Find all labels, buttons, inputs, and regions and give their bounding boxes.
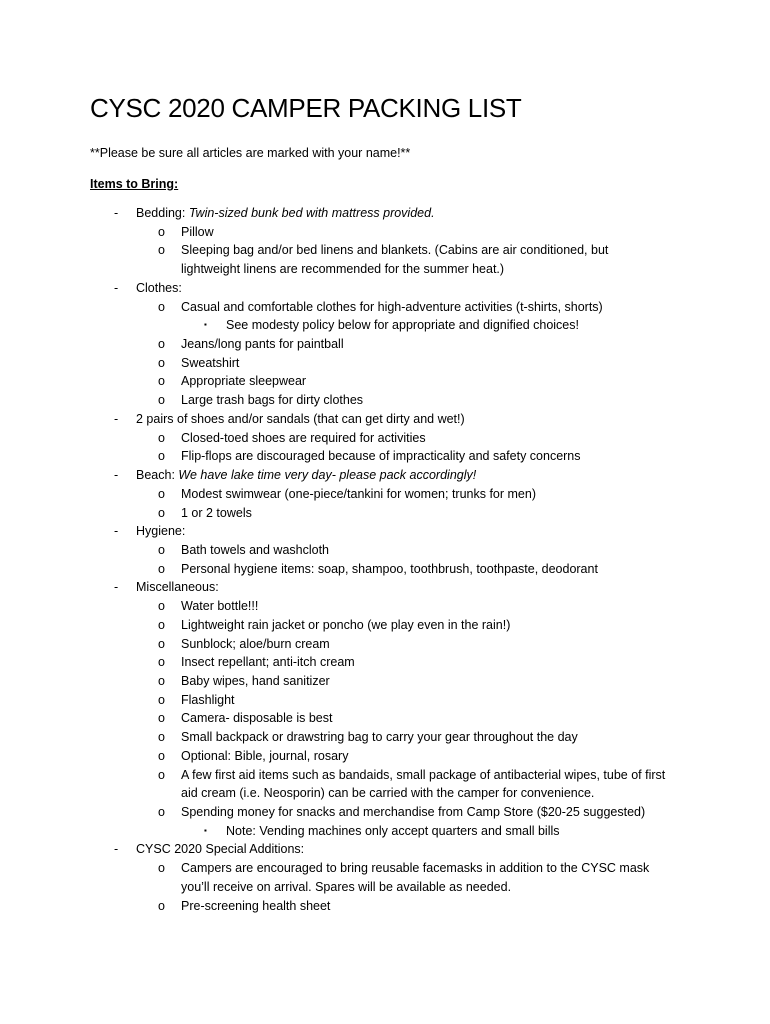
section-title: CYSC 2020 Special Additions: <box>136 842 305 857</box>
list-item <box>90 541 690 560</box>
list-item-text: Casual and comfortable clothes for high-adventure activities (t-shirts, shorts) <box>181 299 603 314</box>
list-item <box>90 859 690 896</box>
name-marking-reminder: **Please be sure all articles are marked with your name!** <box>90 146 411 160</box>
list-item <box>90 447 690 466</box>
list-item-text: Insect repellant; anti-itch cream <box>181 655 355 670</box>
circle-bullet: o <box>158 711 165 726</box>
list-item <box>90 728 690 747</box>
section-label <box>136 204 690 223</box>
list-item-text: you’ll receive on arrival. Spares will be available as needed. <box>181 879 512 894</box>
circle-bullet: o <box>158 505 165 520</box>
circle-bullet: o <box>158 898 165 913</box>
list-item <box>90 766 690 803</box>
circle-bullet: o <box>158 599 165 614</box>
circle-bullet: o <box>158 393 165 408</box>
sub-list-item <box>90 822 690 841</box>
list-item <box>90 560 690 579</box>
list-item-text: Personal hygiene items: soap, shampoo, toothbrush, toothpaste, deodorant <box>181 561 598 576</box>
list-item-text: lightweight linens are recommended for the summer heat.) <box>181 262 505 277</box>
section-note: Twin-sized bunk bed with mattress provided. <box>188 206 435 220</box>
list-item <box>90 672 690 691</box>
list-item <box>90 653 690 672</box>
circle-bullet: o <box>158 299 165 314</box>
dash-bullet: - <box>114 280 119 295</box>
dash-bullet: - <box>114 842 119 857</box>
list-item <box>90 391 690 410</box>
list-item-text: Sunblock; aloe/burn cream <box>181 636 330 651</box>
list-item-text: Baby wipes, hand sanitizer <box>181 673 330 688</box>
section-6 <box>90 578 690 597</box>
circle-bullet: o <box>158 748 165 763</box>
section-5 <box>90 522 690 541</box>
packing-list <box>90 204 690 915</box>
circle-bullet: o <box>158 430 165 445</box>
circle-bullet: o <box>158 655 165 670</box>
circle-bullet: o <box>158 449 165 464</box>
sub-list-item-text: See modesty policy below for appropriate and dignified choices! <box>226 318 579 333</box>
list-item-text: Appropriate sleepwear <box>181 374 307 389</box>
section-label <box>136 410 690 429</box>
circle-bullet: o <box>158 374 165 389</box>
page-title: CYSC 2020 CAMPER PACKING LIST <box>90 93 522 123</box>
list-item-text: Optional: Bible, journal, rosary <box>181 748 349 763</box>
list-item <box>90 709 690 728</box>
section-label <box>136 578 690 597</box>
list-item-text: Bath towels and washcloth <box>181 542 330 557</box>
section-label <box>136 466 690 485</box>
dash-bullet: - <box>114 524 119 539</box>
sub-list-item <box>90 316 690 335</box>
list-item <box>90 897 690 916</box>
section-note: We have lake time very day- please pack accordingly! <box>178 468 477 483</box>
list-item-text: Sleeping bag and/or bed linens and blankets. (Cabins are air conditioned, but <box>181 243 609 258</box>
circle-bullet: o <box>158 337 165 352</box>
list-item <box>90 241 690 278</box>
circle-bullet: o <box>158 617 165 632</box>
list-item-text: aid cream (i.e. Neosporin) can be carried with the camper for convenience. <box>181 786 595 801</box>
circle-bullet: o <box>158 673 165 688</box>
list-item-text: Water bottle!!! <box>181 599 259 614</box>
list-item <box>90 747 690 766</box>
list-item <box>90 223 690 242</box>
section-label <box>136 522 690 541</box>
section-1 <box>90 204 690 223</box>
dash-bullet: - <box>114 580 119 595</box>
list-item-text: 1 or 2 towels <box>181 505 252 520</box>
section-title: Clothes: <box>136 280 182 295</box>
section-7 <box>90 840 690 859</box>
circle-bullet: o <box>158 636 165 651</box>
square-bullet: ▪ <box>204 320 207 330</box>
circle-bullet: o <box>158 730 165 745</box>
list-item <box>90 691 690 710</box>
section-label <box>136 279 690 298</box>
section-title: Bedding: <box>136 206 189 220</box>
list-item-text: Small backpack or drawstring bag to carry your gear throughout the day <box>181 730 578 745</box>
list-item-text: Lightweight rain jacket or poncho (we play even in the rain!) <box>181 617 511 632</box>
sub-list-item-text: Note: Vending machines only accept quarters and small bills <box>226 823 560 838</box>
circle-bullet: o <box>158 224 165 239</box>
items-heading: Items to Bring: <box>90 177 179 191</box>
list-item-text: Closed-toed shoes are required for activities <box>181 430 426 445</box>
list-item-text: Flashlight <box>181 692 235 707</box>
list-item-text: Sweatshirt <box>181 355 240 370</box>
list-item-text: Camera- disposable is best <box>181 711 333 726</box>
section-4 <box>90 466 690 485</box>
list-item <box>90 298 690 317</box>
list-item-text: Jeans/long pants for paintball <box>181 337 344 352</box>
circle-bullet: o <box>158 243 165 258</box>
list-item <box>90 597 690 616</box>
list-item <box>90 635 690 654</box>
circle-bullet: o <box>158 692 165 707</box>
list-item-text: Modest swimwear (one-piece/tankini for women; trunks for men) <box>181 486 536 501</box>
section-title: Beach: <box>136 468 179 483</box>
list-item <box>90 354 690 373</box>
section-title: Hygiene: <box>136 524 186 539</box>
circle-bullet: o <box>158 355 165 370</box>
section-title: 2 pairs of shoes and/or sandals (that can get dirty and wet!) <box>136 411 465 426</box>
section-3 <box>90 410 690 429</box>
section-title: Miscellaneous: <box>136 580 219 595</box>
list-item <box>90 504 690 523</box>
circle-bullet: o <box>158 861 165 876</box>
list-item <box>90 429 690 448</box>
list-item-text: Campers are encouraged to bring reusable facemasks in addition to the CYSC mask <box>181 861 650 876</box>
circle-bullet: o <box>158 767 165 782</box>
list-item-text: Pre-screening health sheet <box>181 898 331 913</box>
list-item-text: A few first aid items such as bandaids, small package of antibacterial wipes, tube of first <box>181 767 666 782</box>
list-item <box>90 803 690 822</box>
list-item-text: Pillow <box>181 224 214 239</box>
circle-bullet: o <box>158 561 165 576</box>
list-item-text: Flip-flops are discouraged because of impracticality and safety concerns <box>181 449 581 464</box>
list-item <box>90 485 690 504</box>
section-label <box>136 840 690 859</box>
square-bullet: ▪ <box>204 825 207 835</box>
list-item <box>90 335 690 354</box>
section-2 <box>90 279 690 298</box>
list-item <box>90 616 690 635</box>
list-item-text: Spending money for snacks and merchandise from Camp Store ($20-25 suggested) <box>181 805 646 819</box>
list-item <box>90 372 690 391</box>
circle-bullet: o <box>158 542 165 557</box>
dash-bullet: - <box>114 206 119 220</box>
list-item-text: Large trash bags for dirty clothes <box>181 393 364 408</box>
circle-bullet: o <box>158 486 165 501</box>
circle-bullet: o <box>158 805 165 819</box>
dash-bullet: - <box>114 411 119 426</box>
dash-bullet: - <box>114 468 119 483</box>
